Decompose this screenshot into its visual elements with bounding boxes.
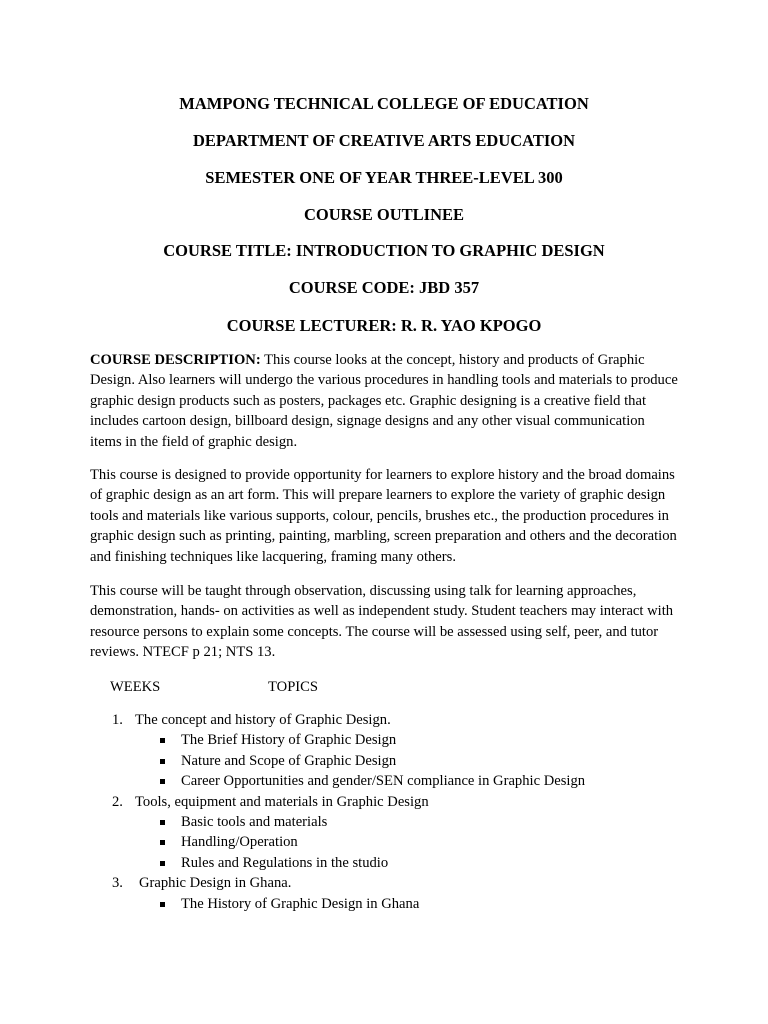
subtopic-text: The Brief History of Graphic Design: [181, 732, 397, 749]
subtopic-item: [0, 812, 768, 832]
subtopic-text: Basic tools and materials: [181, 813, 328, 830]
subtopic-item: [0, 832, 768, 852]
semester-heading: SEMESTER ONE OF YEAR THREE-LEVEL 300: [205, 168, 563, 187]
subtopic-item: [0, 853, 768, 873]
topics-column-label: TOPICS: [268, 679, 319, 695]
subtopic-item: [0, 894, 768, 914]
subtopic-item: [0, 751, 768, 771]
square-bullet-icon: [160, 902, 165, 907]
department-heading: DEPARTMENT OF CREATIVE ARTS EDUCATION: [192, 131, 576, 150]
week-item: [0, 792, 768, 812]
week-number: 1.: [112, 712, 123, 728]
course-title-heading: COURSE TITLE: INTRODUCTION TO GRAPHIC DESIGN: [163, 241, 605, 260]
course-description-text: This course looks at the concept, history and products of Graphic Design. Also learners will undergo the various procedures in handling tools and materials to produce graphic design products such as posters, packages etc. Graphic designing is a creative field that includes cartoon design, billboard design, signage designs and any other visual communication items in the field of graphic design.: [90, 352, 678, 450]
square-bullet-icon: [160, 738, 165, 743]
course-code-heading: COURSE CODE: JBD 357: [288, 278, 480, 297]
week-title: Tools, equipment and materials in Graphic Design: [135, 793, 429, 810]
subtopic-text: Career Opportunities and gender/SEN compliance in Graphic Design: [181, 773, 586, 790]
week-item: [0, 873, 768, 893]
week-item: [0, 710, 768, 730]
course-purpose-paragraph: This course is designed to provide opportunity for learners to explore history and the broad domains of graphic design as an art form. This will prepare learners to explore the variety of graphic design tools and materials like various supports, colour, pencils, brushes etc., the production procedures in graphic design such as printing, painting, marbling, screen preparation and others and the decoration and finishing techniques like lacquering, framing many others.: [90, 467, 677, 565]
week-title: The concept and history of Graphic Design.: [135, 712, 391, 728]
subtopic-text: Nature and Scope of Graphic Design: [181, 752, 397, 769]
square-bullet-icon: [160, 820, 165, 825]
course-delivery-paragraph: This course will be taught through observation, discussing using talk for learning approaches, demonstration, hands- on activities as well as independent study. Student teachers may interact with resource persons to explain some concepts. The course will be assessed using self, peer, and tutor reviews. NTECF p 21; NTS 13.: [90, 583, 674, 661]
week-number: 2.: [112, 793, 123, 810]
week-title: Graphic Design in Ghana.: [139, 875, 292, 892]
week-number: 3.: [112, 875, 123, 892]
square-bullet-icon: [160, 759, 165, 764]
course-lecturer-heading: COURSE LECTURER: R. R. YAO KPOGO: [226, 316, 542, 335]
subtopic-text: Rules and Regulations in the studio: [181, 854, 389, 871]
subtopic-text: Handling/Operation: [181, 834, 298, 851]
outline-heading: COURSE OUTLINEE: [304, 205, 464, 224]
course-description-label: COURSE DESCRIPTION:: [90, 352, 261, 368]
college-name-heading: MAMPONG TECHNICAL COLLEGE OF EDUCATION: [179, 94, 589, 113]
outline-column-headers: [0, 677, 768, 697]
subtopic-text: The History of Graphic Design in Ghana: [181, 895, 420, 912]
square-bullet-icon: [160, 861, 165, 866]
weeks-column-label: WEEKS: [110, 679, 161, 695]
square-bullet-icon: [160, 779, 165, 784]
subtopic-item: [0, 771, 768, 791]
weekly-topics-list: [0, 710, 768, 914]
square-bullet-icon: [160, 840, 165, 845]
course-description-paragraph: [90, 350, 680, 452]
subtopic-item: [0, 730, 768, 750]
